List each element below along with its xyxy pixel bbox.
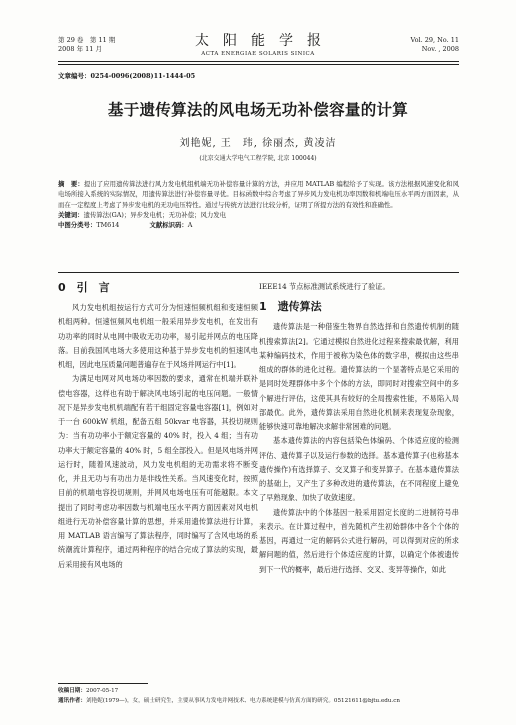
section-heading-ga: 1 遗传算法 (259, 300, 322, 314)
abstract-rule (58, 272, 459, 273)
body-paragraph: 风力发电机组按运行方式可分为恒速恒频机组和变速恒频机组两种。恒速恒频风电机组一般采用异步发电机，在发出有功功率的同时从电网中吸收无功功率，易引起并网点的电压降落。目前我国风电场大多使用这种基于异步发电机的恒速风电机组，因此电压质量问题普遍存在于风场并网运行中[1]。 (58, 303, 258, 369)
received-date: 2007-05-17 (85, 688, 119, 694)
keywords-label: 关键词： (58, 210, 84, 219)
article-number: 文章编号：0254-0096(2008)11-1444-05 (58, 72, 196, 80)
header-rule (58, 61, 459, 62)
footnote-rule (58, 683, 148, 684)
doc-code-label: 文献标识码： (149, 221, 188, 230)
journal-name-cn: 太阳能学报 (195, 33, 335, 49)
body-paragraph: 遗传算法是一种借鉴生物界自然选择和自然遗传机制的随机搜索算法[2]。它通过模拟自然进化过程来搜索最优解，利用某种编码技术，作用于被称为染色体的数字串，模拟由这些串组成的群体的进化过程。遗传算法的一个显著特点是它采用的是同时处理群体中多个个体的方法，即同时对搜索空间中的多个解进行评估，这使其具有较好的全局搜索性能，不易陷入局部最优。此外，遗传算法采用自然进化机制来表现复杂现象，能够快速可靠地解决求解非常困难的问题。 (259, 322, 459, 431)
affiliation: (北京交通大学电气工程学院, 北京 100044) (199, 155, 317, 162)
volume-issue-en: Vol. 29, No. 11 (410, 36, 459, 44)
clc-code: TM614 (96, 221, 120, 230)
volume-issue: 第 29 卷 第 11 期 (58, 36, 116, 44)
abstract-paragraph (58, 179, 459, 210)
author-info: 刘艳妮(1979—)，女，硕士研究生，主要从事风力发电并网技术、电力系统建模与仿真方面的研究。05121611@bjtu.edu.cn (85, 698, 400, 704)
journal-name-en: ACTA ENERGIAE SOLARIS SINICA (201, 51, 315, 57)
classification-line (58, 220, 459, 230)
body-paragraph-continued: IEEE14 节点标准测试系统进行了验证。 (259, 282, 390, 291)
journal-volume-info-en (410, 36, 459, 54)
body-column-left (58, 280, 258, 572)
section-heading-intro: 0 引 言 (58, 281, 110, 294)
body-paragraph: 为满足电网对风电场功率因数的要求，通常在机端并联补偿电容器，这样也有助于解决风电场引起的电压问题。一般情况下是异步发电机机端配有若干组固定容量电容器[1]，例如对于一台 600kW 机组，配备五组 50kvar 电容器，其投切规则为：当有功功率小于额定容量的 40% 时，投入 4 组；当有功功率大于额定容量的 40% 时，5 组全部投入。但是风电场并网运行时，随着风速波动，风力发电机组的无功需求将不断变化，并且无功与有功出力是非线性关系。当风速变化时，按照目前的机端电容投切规则，并网风电场电压有可能越限。本文提出了同时考虑功率因数与机端电压水平两方面因素对风电机组进行无功补偿容量计算的思想，并采用遗传算法进行计算，用 MATLAB 语言编写了算法程序，同时编写了含风电场的系统潮流计算程序，通过两种程序的结合完成了算法的实现，最后采用接有风电场的 (58, 374, 258, 569)
received-label: 收稿日期： (58, 688, 86, 694)
clc-label: 中图分类号： (58, 221, 97, 230)
abstract-label: 摘 要： (58, 180, 84, 188)
body-paragraph: 遗传算法中的个体基因一般采用固定长度的二进制符号串来表示。在计算过程中，首先随机产生初始群体中各个个体的基因，再通过一定的解码公式进行解码，可以得到对应的所求解问题的值，然后进行个体适应度的计算，以确定个体被遗传到下一代的概率，最后进行选择、交叉、变异等操作，如此 (259, 507, 459, 574)
body-paragraph: 基本遗传算法的内容包括染色体编码、个体适应度的检测评估、遗传算子以及运行参数的选择。基本遗传算子(也称基本遗传操作)有选择算子、交叉算子和变异算子。在基本遗传算法的基础上，又产生了多种改进的遗传算法，在不同程度上避免了早熟现象、加快了收敛速度。 (259, 436, 459, 503)
keywords-line (58, 210, 459, 220)
keywords: 遗传算法(GA)；异步发电机；无功补偿；风力发电 (83, 210, 227, 219)
author-label: 通讯作者： (58, 698, 86, 704)
received-date-line (58, 686, 459, 696)
author-list: 刘艳妮, 王 玮, 徐丽杰, 黄凌洁 (179, 138, 337, 149)
paper-title: 基于遗传算法的风电场无功补偿容量的计算 (107, 101, 409, 119)
issue-date: 2008 年 11 月 (58, 45, 103, 53)
footnote (58, 686, 459, 706)
corresponding-author-line (58, 696, 459, 706)
header-rule-thin (58, 64, 459, 65)
issue-date-en: Nov. , 2008 (421, 45, 459, 53)
abstract-text: 提出了应用遗传算法进行风力发电机组机端无功补偿容量计算的方法，并应用 MATLAB 编程给予了实现。该方法根据风速变化和风电场所接入系统的实际情况，用遗传算法进行补偿容量寻优。目标函数中综合考虑了异步风力发电机功率因数和机端电压水平两方面因素，从而在一定程度上考虑了异步发电机的无功电压特性。通过与传统方法进行比较分析，证明了所提方法的有效性和准确性。 (58, 180, 460, 209)
body-column-right (259, 280, 459, 577)
abstract-block (58, 179, 459, 230)
doc-code: A (187, 221, 193, 230)
